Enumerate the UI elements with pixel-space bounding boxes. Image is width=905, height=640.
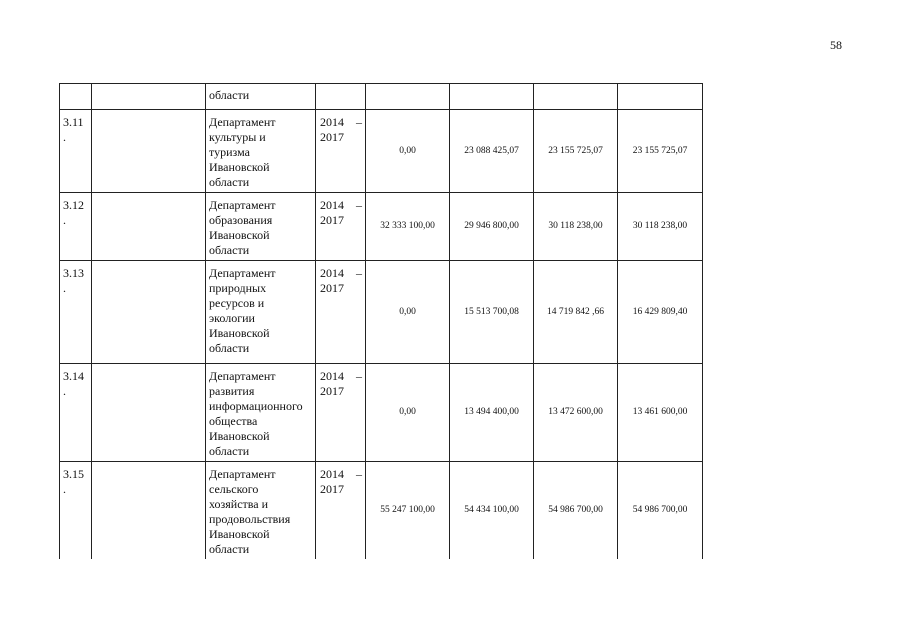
cell-amount: 29 946 800,00 bbox=[450, 193, 534, 261]
department-name-line: Департамент bbox=[209, 266, 276, 280]
period-start: 2014 bbox=[320, 369, 344, 383]
period-dash: – bbox=[356, 266, 362, 280]
cell-number bbox=[60, 364, 92, 462]
cell-amount: 13 472 600,00 bbox=[534, 364, 618, 462]
cell-number bbox=[60, 110, 92, 193]
department-name-line: области bbox=[209, 542, 250, 556]
department-name-line: Департамент bbox=[209, 467, 276, 481]
row-number-suffix: . bbox=[63, 384, 66, 398]
row-number: 3.13 bbox=[63, 266, 84, 280]
period-end: 2017 bbox=[320, 130, 344, 144]
department-name-line: Ивановской bbox=[209, 326, 270, 340]
period-dash: – bbox=[356, 198, 362, 212]
cell-number bbox=[60, 84, 92, 110]
cell-empty bbox=[92, 193, 206, 261]
cell-amount: 23 155 725,07 bbox=[534, 110, 618, 193]
cell-amount: 54 986 700,00 bbox=[534, 462, 618, 560]
cell-period bbox=[316, 261, 366, 364]
cell-empty bbox=[92, 364, 206, 462]
row-number-suffix: . bbox=[63, 281, 66, 295]
cell-amount: 54 434 100,00 bbox=[450, 462, 534, 560]
table-row bbox=[60, 462, 703, 560]
cell-amount: 30 118 238,00 bbox=[534, 193, 618, 261]
cell-period bbox=[316, 364, 366, 462]
department-name-line: Ивановской bbox=[209, 160, 270, 174]
period-end: 2017 bbox=[320, 281, 344, 295]
department-name-line: области bbox=[209, 243, 250, 257]
cell-amount bbox=[534, 84, 618, 110]
cell-amount bbox=[618, 84, 703, 110]
row-number: 3.11 bbox=[63, 115, 84, 129]
cell-department bbox=[206, 364, 316, 462]
department-name-line: развития bbox=[209, 384, 255, 398]
cell-amount: 23 088 425,07 bbox=[450, 110, 534, 193]
department-name-line: Ивановской bbox=[209, 527, 270, 541]
department-name-line: Ивановской bbox=[209, 429, 270, 443]
cell-department bbox=[206, 193, 316, 261]
table-row bbox=[60, 110, 703, 193]
department-name-line: продовольствия bbox=[209, 512, 291, 526]
period-end: 2017 bbox=[320, 384, 344, 398]
period-start: 2014 bbox=[320, 467, 344, 481]
cell-amount: 30 118 238,00 bbox=[618, 193, 703, 261]
cell-amount: 32 333 100,00 bbox=[366, 193, 450, 261]
cell-amount: 0,00 bbox=[366, 261, 450, 364]
cell-amount bbox=[450, 84, 534, 110]
cell-department: области bbox=[206, 84, 316, 110]
department-name-line: области bbox=[209, 175, 250, 189]
cell-amount: 14 719 842 ,66 bbox=[534, 261, 618, 364]
cell-period bbox=[316, 84, 366, 110]
department-name-line: области bbox=[209, 341, 250, 355]
table-row-carry-over bbox=[60, 84, 703, 110]
cell-empty bbox=[92, 261, 206, 364]
cell-amount: 0,00 bbox=[366, 110, 450, 193]
cell-number bbox=[60, 261, 92, 364]
cell-amount: 54 986 700,00 bbox=[618, 462, 703, 560]
period-dash: – bbox=[356, 369, 362, 383]
cell-amount: 15 513 700,08 bbox=[450, 261, 534, 364]
cell-amount: 13 494 400,00 bbox=[450, 364, 534, 462]
department-name-line: туризма bbox=[209, 145, 250, 159]
period-dash: – bbox=[356, 115, 362, 129]
cell-department bbox=[206, 110, 316, 193]
period-start: 2014 bbox=[320, 266, 344, 280]
period-end: 2017 bbox=[320, 482, 344, 496]
cell-number bbox=[60, 462, 92, 560]
row-number: 3.14 bbox=[63, 369, 84, 383]
row-number: 3.15 bbox=[63, 467, 84, 481]
department-name-line: Департамент bbox=[209, 115, 276, 129]
row-number-suffix: . bbox=[63, 213, 66, 227]
cell-number bbox=[60, 193, 92, 261]
department-name-line: Департамент bbox=[209, 198, 276, 212]
table-row bbox=[60, 261, 703, 364]
department-name-line: культуры и bbox=[209, 130, 266, 144]
cell-empty bbox=[92, 110, 206, 193]
row-number-suffix: . bbox=[63, 482, 66, 496]
page-number: 58 bbox=[830, 38, 842, 52]
table-row bbox=[60, 193, 703, 261]
table-row bbox=[60, 364, 703, 462]
department-name-line: ресурсов и bbox=[209, 296, 265, 310]
cell-empty bbox=[92, 462, 206, 560]
department-name-line: образования bbox=[209, 213, 273, 227]
period-dash: – bbox=[356, 467, 362, 481]
cell-department bbox=[206, 261, 316, 364]
department-name-line: информационного bbox=[209, 399, 303, 413]
department-name-line: хозяйства и bbox=[209, 497, 269, 511]
period-end: 2017 bbox=[320, 213, 344, 227]
cell-amount: 23 155 725,07 bbox=[618, 110, 703, 193]
cell-department bbox=[206, 462, 316, 560]
period-start: 2014 bbox=[320, 198, 344, 212]
cell-amount bbox=[366, 84, 450, 110]
cell-empty bbox=[92, 84, 206, 110]
cell-amount: 0,00 bbox=[366, 364, 450, 462]
cell-period bbox=[316, 193, 366, 261]
department-name-line: Департамент bbox=[209, 369, 276, 383]
department-name-line: общества bbox=[209, 414, 258, 428]
row-number-suffix: . bbox=[63, 130, 66, 144]
cell-amount: 16 429 809,40 bbox=[618, 261, 703, 364]
department-name-line: сельского bbox=[209, 482, 259, 496]
department-name-line: Ивановской bbox=[209, 228, 270, 242]
row-number: 3.12 bbox=[63, 198, 84, 212]
cell-period bbox=[316, 462, 366, 560]
cell-amount: 13 461 600,00 bbox=[618, 364, 703, 462]
cell-amount: 55 247 100,00 bbox=[366, 462, 450, 560]
department-name-line: экологии bbox=[209, 311, 255, 325]
period-start: 2014 bbox=[320, 115, 344, 129]
department-name-line: области bbox=[209, 444, 250, 458]
budget-table bbox=[59, 83, 703, 559]
department-name-line: природных bbox=[209, 281, 267, 295]
cell-period bbox=[316, 110, 366, 193]
